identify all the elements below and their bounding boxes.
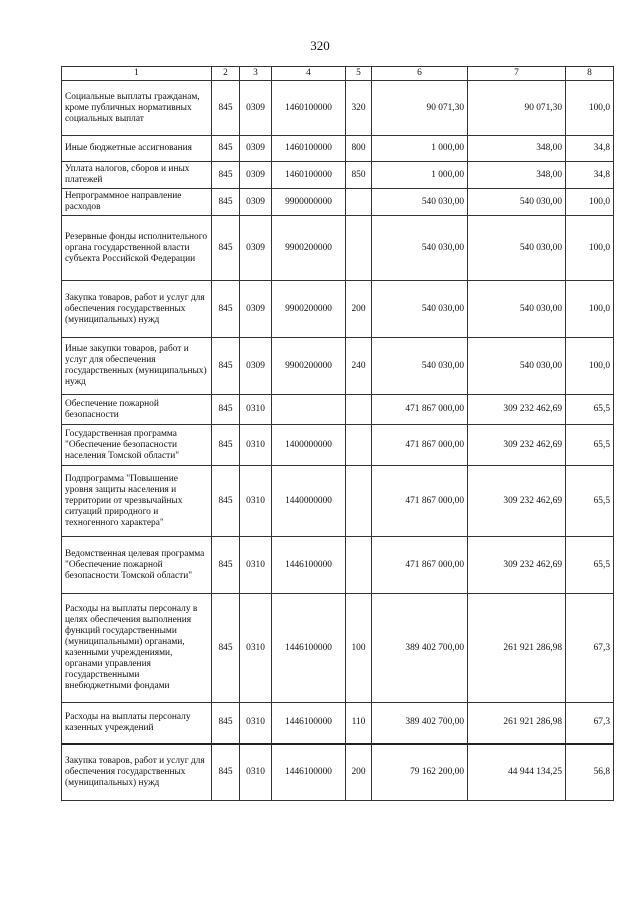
cell-percent: 67,3 <box>566 594 614 703</box>
column-header: 8 <box>566 67 614 81</box>
cell-expense-type <box>346 425 372 466</box>
cell-ministry: 845 <box>212 216 240 281</box>
table-row <box>62 594 614 703</box>
cell-expense-type: 850 <box>346 162 372 189</box>
cell-percent: 100,0 <box>566 81 614 136</box>
cell-section: 0310 <box>240 594 272 703</box>
cell-target-item: 1446100000 <box>272 537 346 594</box>
table-row <box>62 281 614 338</box>
cell-expense-type: 200 <box>346 281 372 338</box>
page-number: 320 <box>310 38 330 53</box>
row-name: Иные закупки товаров, работ и услуг для обеспечения государственных (муниципальных) нужд <box>62 338 212 395</box>
cell-section: 0310 <box>240 703 272 744</box>
cell-target-item: 1460100000 <box>272 136 346 162</box>
table-row <box>62 537 614 594</box>
cell-section: 0309 <box>240 81 272 136</box>
table-row <box>62 744 614 801</box>
cell-expense-type <box>346 395 372 425</box>
row-name: Государственная программа "Обеспечение безопасности населения Томской области" <box>62 425 212 466</box>
cell-expense-type: 240 <box>346 338 372 395</box>
cell-percent: 65,5 <box>566 537 614 594</box>
cell-ministry: 845 <box>212 594 240 703</box>
cell-percent: 65,5 <box>566 425 614 466</box>
cell-percent: 34,8 <box>566 162 614 189</box>
cell-expense-type: 100 <box>346 594 372 703</box>
cell-ministry: 845 <box>212 162 240 189</box>
table-row <box>62 466 614 537</box>
cell-section: 0309 <box>240 189 272 216</box>
cell-expense-type <box>346 189 372 216</box>
cell-section: 0309 <box>240 162 272 189</box>
cell-ministry: 845 <box>212 281 240 338</box>
cell-ministry: 845 <box>212 425 240 466</box>
cell-executed: 540 030,00 <box>468 216 566 281</box>
cell-expense-type: 200 <box>346 744 372 801</box>
cell-planned: 1 000,00 <box>372 162 468 189</box>
cell-percent: 34,8 <box>566 136 614 162</box>
cell-ministry: 845 <box>212 338 240 395</box>
cell-expense-type <box>346 537 372 594</box>
cell-percent: 65,5 <box>566 466 614 537</box>
cell-executed: 348,00 <box>468 136 566 162</box>
cell-section: 0310 <box>240 395 272 425</box>
cell-section: 0310 <box>240 537 272 594</box>
cell-ministry: 845 <box>212 466 240 537</box>
cell-target-item: 1400000000 <box>272 425 346 466</box>
cell-ministry: 845 <box>212 136 240 162</box>
cell-planned: 471 867 000,00 <box>372 395 468 425</box>
cell-target-item: 1446100000 <box>272 744 346 801</box>
cell-executed: 261 921 286,98 <box>468 594 566 703</box>
cell-expense-type: 110 <box>346 703 372 744</box>
cell-planned: 540 030,00 <box>372 216 468 281</box>
column-header: 5 <box>346 67 372 81</box>
row-name: Иные бюджетные ассигнования <box>62 136 212 162</box>
column-header: 4 <box>272 67 346 81</box>
cell-percent: 67,3 <box>566 703 614 744</box>
cell-ministry: 845 <box>212 395 240 425</box>
cell-section: 0310 <box>240 425 272 466</box>
cell-target-item: 9900000000 <box>272 189 346 216</box>
cell-percent: 100,0 <box>566 216 614 281</box>
cell-planned: 389 402 700,00 <box>372 703 468 744</box>
cell-target-item <box>272 395 346 425</box>
table-row <box>62 395 614 425</box>
cell-target-item: 9900200000 <box>272 338 346 395</box>
cell-section: 0309 <box>240 136 272 162</box>
row-name: Уплата налогов, сборов и иных платежей <box>62 162 212 189</box>
cell-percent: 65,5 <box>566 395 614 425</box>
cell-executed: 540 030,00 <box>468 281 566 338</box>
cell-executed: 540 030,00 <box>468 189 566 216</box>
cell-executed: 309 232 462,69 <box>468 395 566 425</box>
cell-executed: 348,00 <box>468 162 566 189</box>
cell-executed: 540 030,00 <box>468 338 566 395</box>
cell-expense-type <box>346 466 372 537</box>
cell-executed: 261 921 286,98 <box>468 703 566 744</box>
table-row <box>62 703 614 744</box>
column-header: 7 <box>468 67 566 81</box>
row-name: Расходы на выплаты персоналу в целях обеспечения выполнения функций государственными (муниципальными) органами, казенными учреждениями, органами управления государственными внебюджетными фондами <box>62 594 212 703</box>
cell-percent: 100,0 <box>566 338 614 395</box>
cell-section: 0310 <box>240 744 272 801</box>
cell-target-item: 1460100000 <box>272 81 346 136</box>
cell-section: 0309 <box>240 338 272 395</box>
cell-expense-type <box>346 216 372 281</box>
column-header: 3 <box>240 67 272 81</box>
column-header: 6 <box>372 67 468 81</box>
row-name: Непрограммное направление расходов <box>62 189 212 216</box>
cell-expense-type: 320 <box>346 81 372 136</box>
row-name: Закупка товаров, работ и услуг для обеспечения государственных (муниципальных) нужд <box>62 744 212 801</box>
column-header: 2 <box>212 67 240 81</box>
table-row <box>62 162 614 189</box>
table-header-row <box>62 67 614 81</box>
cell-planned: 471 867 000,00 <box>372 537 468 594</box>
table-row <box>62 216 614 281</box>
table-row <box>62 136 614 162</box>
cell-ministry: 845 <box>212 81 240 136</box>
cell-expense-type: 800 <box>346 136 372 162</box>
budget-table <box>61 66 614 801</box>
cell-target-item: 1460100000 <box>272 162 346 189</box>
table-row <box>62 81 614 136</box>
cell-target-item: 1440000000 <box>272 466 346 537</box>
cell-executed: 309 232 462,69 <box>468 425 566 466</box>
cell-percent: 100,0 <box>566 281 614 338</box>
cell-percent: 56,8 <box>566 744 614 801</box>
cell-section: 0310 <box>240 466 272 537</box>
cell-executed: 90 071,30 <box>468 81 566 136</box>
cell-percent: 100,0 <box>566 189 614 216</box>
cell-executed: 309 232 462,69 <box>468 466 566 537</box>
row-name: Закупка товаров, работ и услуг для обеспечения государственных (муниципальных) нужд <box>62 281 212 338</box>
cell-section: 0309 <box>240 281 272 338</box>
row-name: Подпрограмма "Повышение уровня защиты населения и территории от чрезвычайных ситуаций природного и техногенного характера" <box>62 466 212 537</box>
table-row <box>62 189 614 216</box>
row-name: Резервные фонды исполнительного органа государственной власти субъекта Российской Федерации <box>62 216 212 281</box>
cell-executed: 44 944 134,25 <box>468 744 566 801</box>
cell-planned: 540 030,00 <box>372 281 468 338</box>
cell-planned: 471 867 000,00 <box>372 425 468 466</box>
cell-ministry: 845 <box>212 703 240 744</box>
cell-target-item: 9900200000 <box>272 216 346 281</box>
row-name: Ведомственная целевая программа "Обеспечение пожарной безопасности Томской области" <box>62 537 212 594</box>
cell-ministry: 845 <box>212 744 240 801</box>
cell-section: 0309 <box>240 216 272 281</box>
cell-planned: 79 162 200,00 <box>372 744 468 801</box>
cell-planned: 471 867 000,00 <box>372 466 468 537</box>
cell-target-item: 1446100000 <box>272 594 346 703</box>
row-name: Расходы на выплаты персоналу казенных учреждений <box>62 703 212 744</box>
row-name: Социальные выплаты гражданам, кроме публичных нормативных социальных выплат <box>62 81 212 136</box>
cell-planned: 540 030,00 <box>372 189 468 216</box>
row-name: Обеспечение пожарной безопасности <box>62 395 212 425</box>
cell-target-item: 9900200000 <box>272 281 346 338</box>
cell-planned: 389 402 700,00 <box>372 594 468 703</box>
cell-ministry: 845 <box>212 537 240 594</box>
cell-target-item: 1446100000 <box>272 703 346 744</box>
table-row <box>62 425 614 466</box>
cell-executed: 309 232 462,69 <box>468 537 566 594</box>
cell-ministry: 845 <box>212 189 240 216</box>
cell-planned: 1 000,00 <box>372 136 468 162</box>
table-row <box>62 338 614 395</box>
cell-planned: 90 071,30 <box>372 81 468 136</box>
cell-planned: 540 030,00 <box>372 338 468 395</box>
column-header: 1 <box>62 67 212 81</box>
